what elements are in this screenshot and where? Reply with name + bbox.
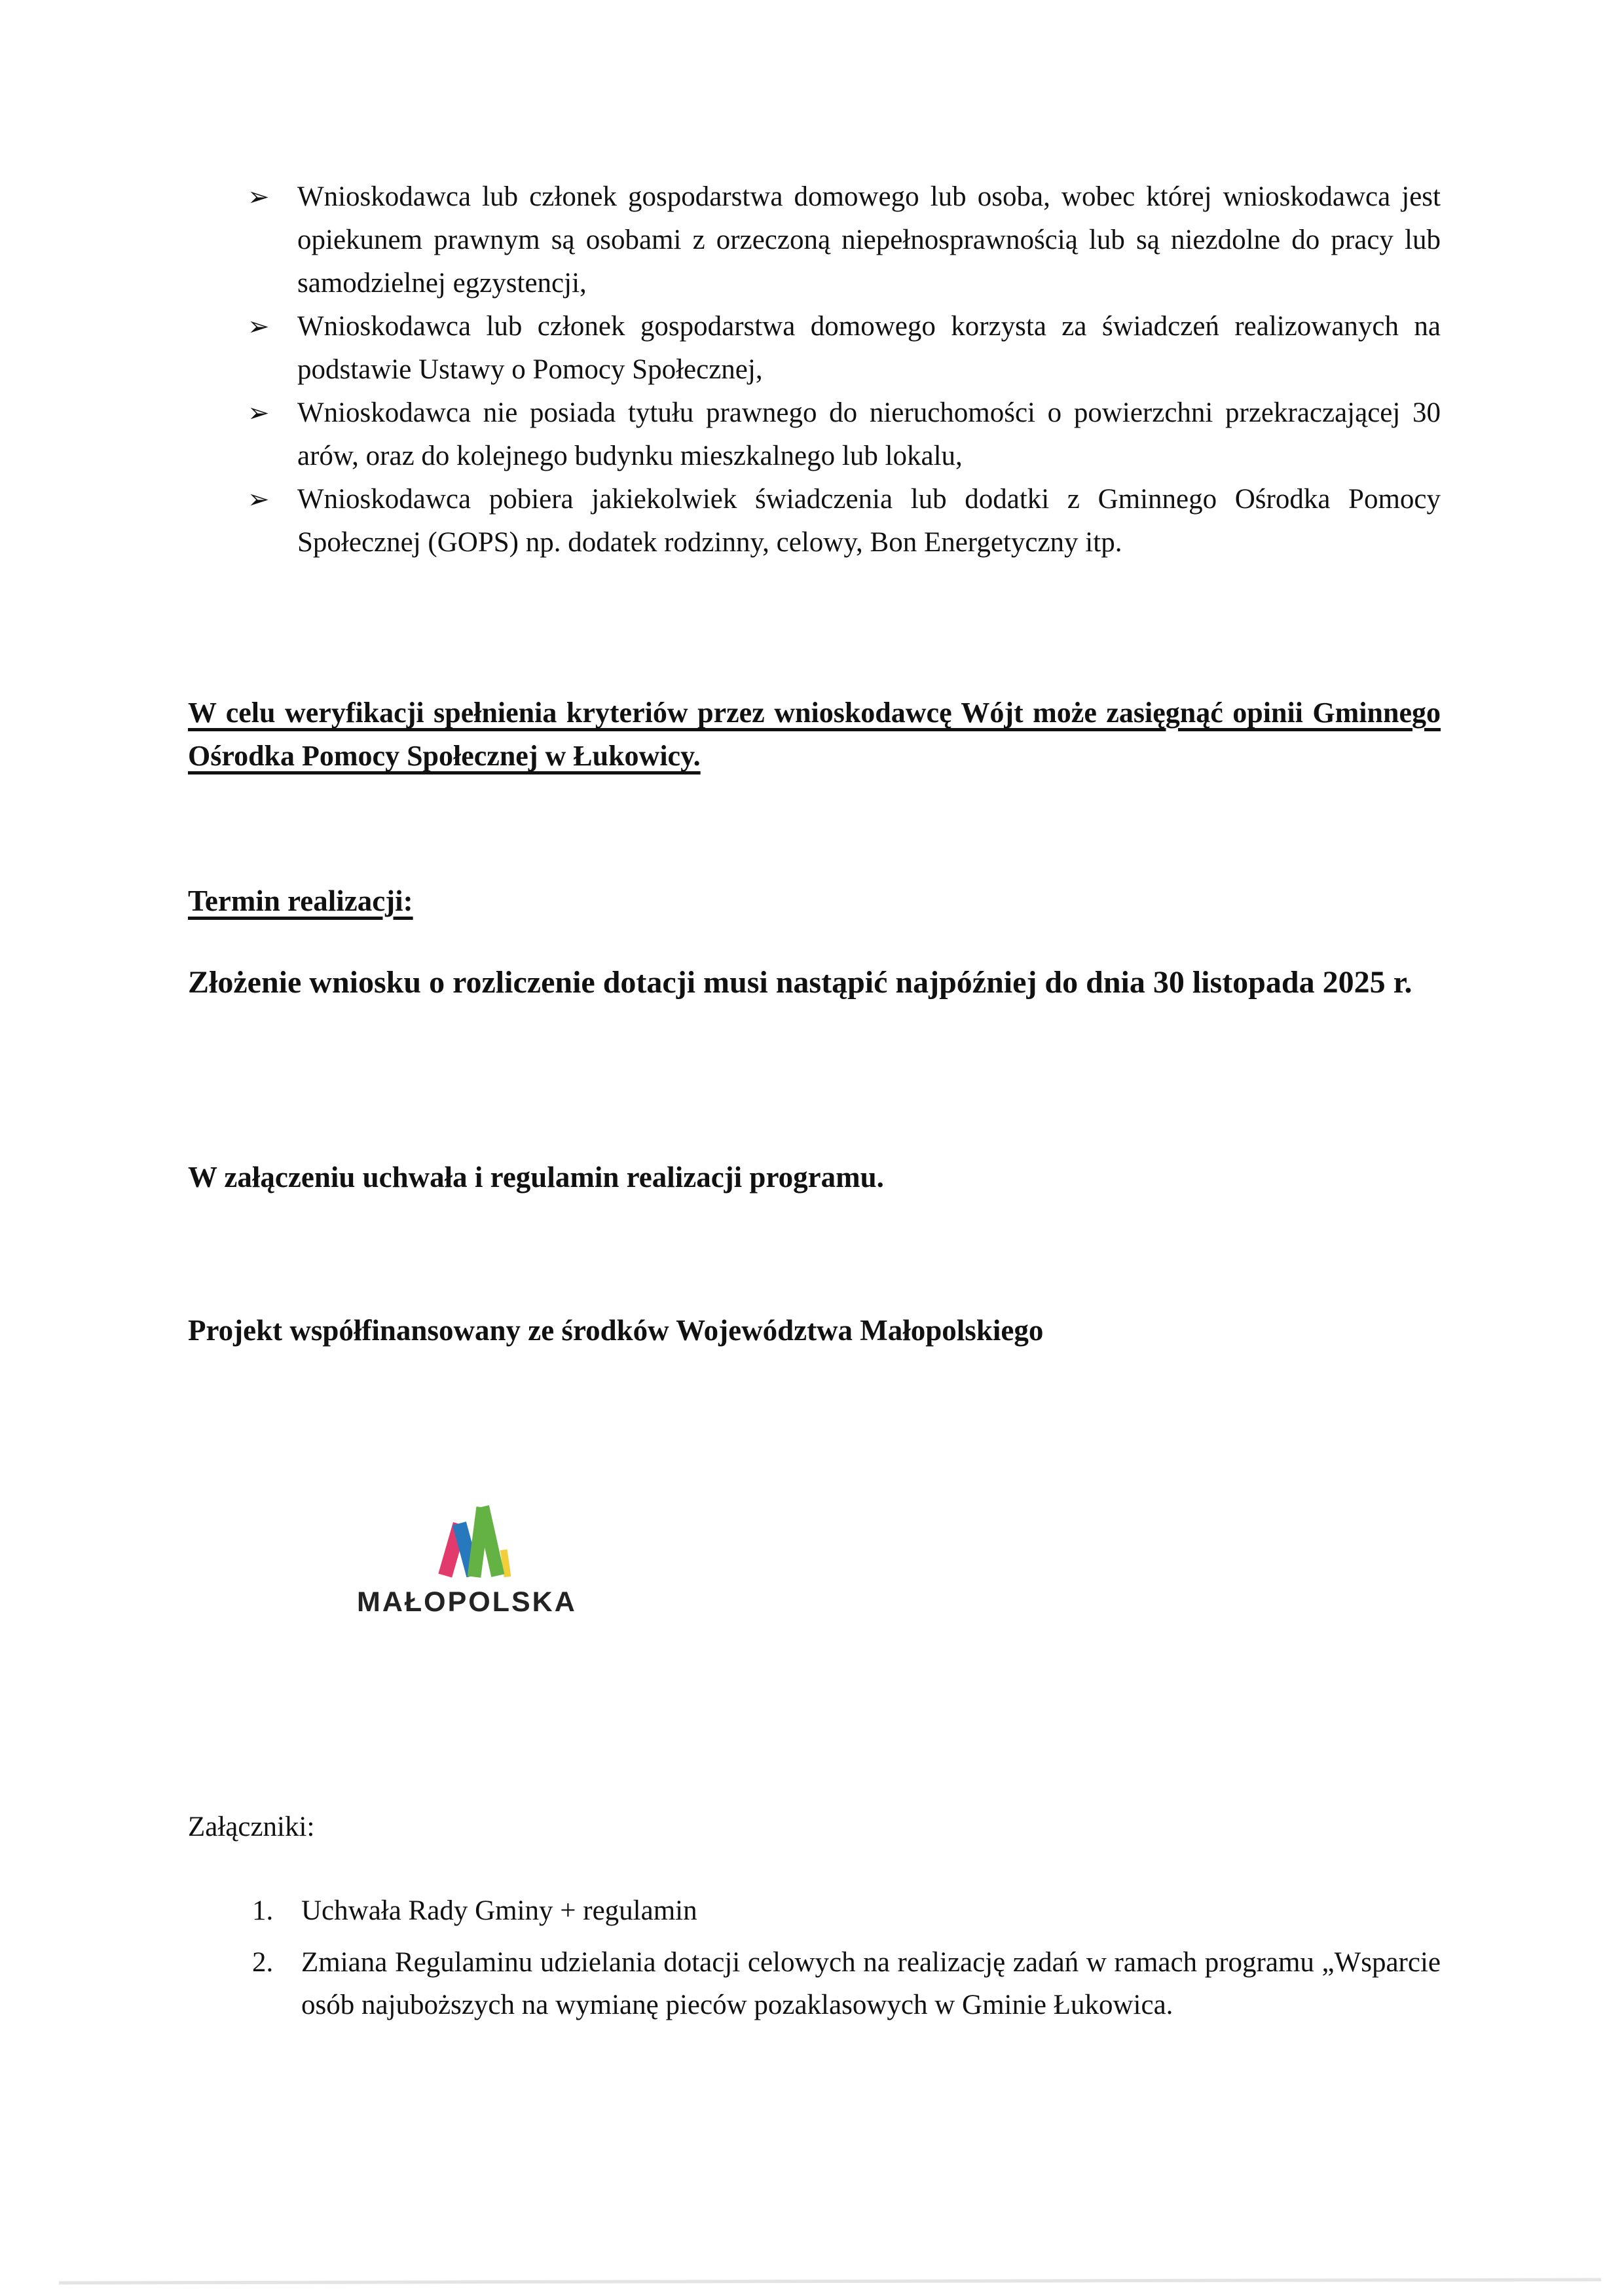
arrow-bullet-icon: ➢ [248,484,270,514]
list-item [248,1889,1441,1932]
list-item [248,305,1441,392]
criteria-list [248,175,1441,564]
list-item-text: Wnioskodawca pobiera jakiekolwiek świadczenia lub dodatki z Gminnego Ośrodka Pomocy Społecznej (GOPS) np. dodatek rodzinny, celowy, Bon Energetyczny itp. [297,484,1441,558]
deadline-paragraph: Złożenie wniosku o rozliczenie dotacji musi nastąpić najpóźniej do dnia 30 listopada 2025 r. [188,965,1412,1000]
attachments-heading: Załączniki: [188,1812,315,1842]
list-item [248,392,1441,478]
arrow-bullet-icon: ➢ [248,182,270,211]
attachment-note: W załączeniu uchwała i regulamin realizacji programu. [188,1161,884,1194]
list-item [248,1941,1441,2026]
list-item-number: 2. [252,1947,274,1978]
arrow-bullet-icon: ➢ [248,398,270,428]
list-item-text: Wnioskodawca nie posiada tytułu prawnego do nieruchomości o powierzchni przekraczającej 30 arów, oraz do kolejnego budynku mieszkalnego lub lokalu, [297,397,1441,471]
verification-note: W celu weryfikacji spełnienia kryteriów przez wnioskodawcę Wójt może zasięgnąć opinii Gminnego Ośrodka Pomocy Społecznej w Łukowicy. [188,697,1441,772]
deadline-heading: Termin realizacji: [188,884,413,917]
cofinancing-note: Projekt współfinansowany ze środków Województwa Małopolskiego [188,1314,1044,1347]
attachments-list [248,1889,1441,2035]
list-item-number: 1. [252,1895,274,1926]
malopolska-m-icon [437,1503,511,1580]
list-item [248,175,1441,305]
list-item-text: Uchwała Rady Gminy + regulamin [301,1895,697,1926]
scan-artifact-line [59,2278,1601,2285]
arrow-bullet-icon: ➢ [248,312,270,341]
list-item-text: Wnioskodawca lub członek gospodarstwa domowego lub osoba, wobec której wnioskodawca jest opiekunem prawnym są osobami z orzeczoną niepełnosprawnością lub są niezdolne do pracy lub samodzielnej egzystencji, [297,181,1441,299]
list-item [248,478,1441,564]
malopolska-logo-text: MAŁOPOLSKA [357,1586,577,1618]
list-item-text: Zmiana Regulaminu udzielania dotacji celowych na realizację zadań w ramach programu „Wsparcie osób najuboższych na wymianę pieców pozaklasowych w Gminie Łukowica. [301,1947,1441,2020]
list-item-text: Wnioskodawca lub członek gospodarstwa domowego korzysta za świadczeń realizowanych na podstawie Ustawy o Pomocy Społecznej, [297,311,1441,385]
